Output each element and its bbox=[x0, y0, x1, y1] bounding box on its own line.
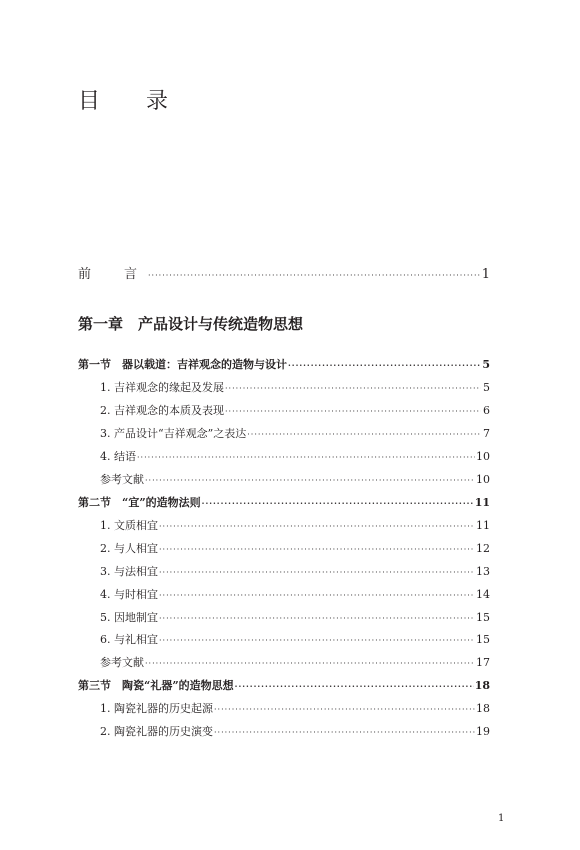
toc-entry-page: 7 bbox=[483, 427, 490, 440]
toc-entry-title: 3. 与法相宜 bbox=[100, 565, 158, 578]
toc-entry-subsection[interactable] bbox=[78, 519, 490, 534]
toc-entry-subsection[interactable] bbox=[78, 611, 490, 626]
toc-entry-subsection[interactable] bbox=[78, 633, 490, 648]
toc-entry-subsection[interactable] bbox=[78, 725, 490, 740]
toc-entry-page: 15 bbox=[476, 611, 490, 624]
toc-entry-page: 18 bbox=[474, 679, 490, 692]
toc-entry-page: 11 bbox=[476, 519, 490, 532]
page-title: 目 录 bbox=[78, 89, 181, 114]
toc-entry-title: 前 言 bbox=[78, 267, 148, 282]
toc-entry-page: 12 bbox=[476, 542, 490, 555]
toc-entry-title: 3. 产品设计“吉祥观念”之表达 bbox=[100, 427, 247, 440]
dot-leader bbox=[235, 679, 474, 693]
page-number: 1 bbox=[498, 813, 505, 824]
toc-entry-page: 17 bbox=[476, 656, 490, 669]
toc-entry-page: 18 bbox=[476, 702, 490, 715]
toc-entry-title: 2. 吉祥观念的本质及表现 bbox=[100, 404, 224, 417]
toc-entry-page: 10 bbox=[476, 450, 490, 463]
dot-leader bbox=[288, 358, 481, 372]
toc-entry-title: 参考文献 bbox=[100, 473, 144, 486]
toc-entry-page: 10 bbox=[476, 473, 490, 486]
toc-entry-preface[interactable] bbox=[78, 268, 490, 283]
toc-entry-subsection[interactable] bbox=[78, 473, 490, 488]
toc-entry-title: 第二节 “宜”的造物法则 bbox=[78, 496, 201, 509]
dot-leader bbox=[214, 703, 475, 717]
toc-entry-title: 第三节 陶瓷“礼器”的造物思想 bbox=[78, 679, 234, 692]
toc-entry-title: 4. 与时相宜 bbox=[100, 588, 158, 601]
toc-entry-title: 5. 因地制宜 bbox=[100, 611, 158, 624]
dot-leader bbox=[145, 657, 475, 671]
toc-entry-page: 5 bbox=[482, 358, 490, 371]
toc-entry-title: 1. 陶瓷礼器的历史起源 bbox=[100, 702, 213, 715]
toc-entry-subsection[interactable] bbox=[78, 588, 490, 603]
toc-entry-page: 15 bbox=[476, 633, 490, 646]
toc-entry-subsection[interactable] bbox=[78, 381, 490, 396]
toc-entry-title: 参考文献 bbox=[100, 656, 144, 669]
dot-leader bbox=[225, 382, 481, 396]
toc-entry-title: 1. 吉祥观念的缘起及发展 bbox=[100, 381, 224, 394]
toc-entry-section[interactable] bbox=[78, 358, 490, 372]
dot-leader bbox=[225, 405, 481, 419]
toc-entry-subsection[interactable] bbox=[78, 427, 490, 442]
dot-leader bbox=[159, 612, 475, 626]
dot-leader bbox=[214, 726, 475, 740]
toc-entry-page: 5 bbox=[483, 381, 490, 394]
toc-entry-subsection[interactable] bbox=[78, 450, 490, 465]
toc-entry-page: 14 bbox=[476, 588, 490, 601]
toc-entry-title: 第一节 器以载道：吉祥观念的造物与设计 bbox=[78, 358, 287, 371]
toc-entry-title: 2. 陶瓷礼器的历史演变 bbox=[100, 725, 213, 738]
toc-entry-title: 4. 结语 bbox=[100, 450, 136, 463]
toc-entry-subsection[interactable] bbox=[78, 656, 490, 671]
toc-entry-page: 1 bbox=[481, 267, 490, 282]
toc-entry-page: 13 bbox=[476, 565, 490, 578]
toc-entry-section[interactable] bbox=[78, 679, 490, 693]
dot-leader bbox=[145, 474, 475, 488]
toc-entry-subsection[interactable] bbox=[78, 565, 490, 580]
toc-entry-page: 6 bbox=[483, 404, 490, 417]
dot-leader bbox=[148, 269, 481, 283]
toc-entry-subsection[interactable] bbox=[78, 702, 490, 717]
toc-entry-page: 11 bbox=[474, 496, 490, 509]
chapter-heading[interactable]: 第一章 产品设计与传统造物思想 bbox=[78, 315, 304, 333]
toc-entry-title: 2. 与人相宜 bbox=[100, 542, 158, 555]
dot-leader bbox=[159, 520, 475, 534]
toc-entry-subsection[interactable] bbox=[78, 404, 490, 419]
dot-leader bbox=[137, 451, 475, 465]
toc-entry-title: 6. 与礼相宜 bbox=[100, 633, 158, 646]
dot-leader bbox=[159, 543, 475, 557]
dot-leader bbox=[247, 428, 481, 442]
dot-leader bbox=[159, 589, 475, 603]
dot-leader bbox=[159, 566, 475, 580]
toc-entry-page: 19 bbox=[476, 725, 490, 738]
toc-entry-subsection[interactable] bbox=[78, 542, 490, 557]
dot-leader bbox=[159, 634, 475, 648]
dot-leader bbox=[202, 496, 474, 510]
toc-entry-title: 1. 文质相宜 bbox=[100, 519, 158, 532]
toc-entry-section[interactable] bbox=[78, 496, 490, 510]
